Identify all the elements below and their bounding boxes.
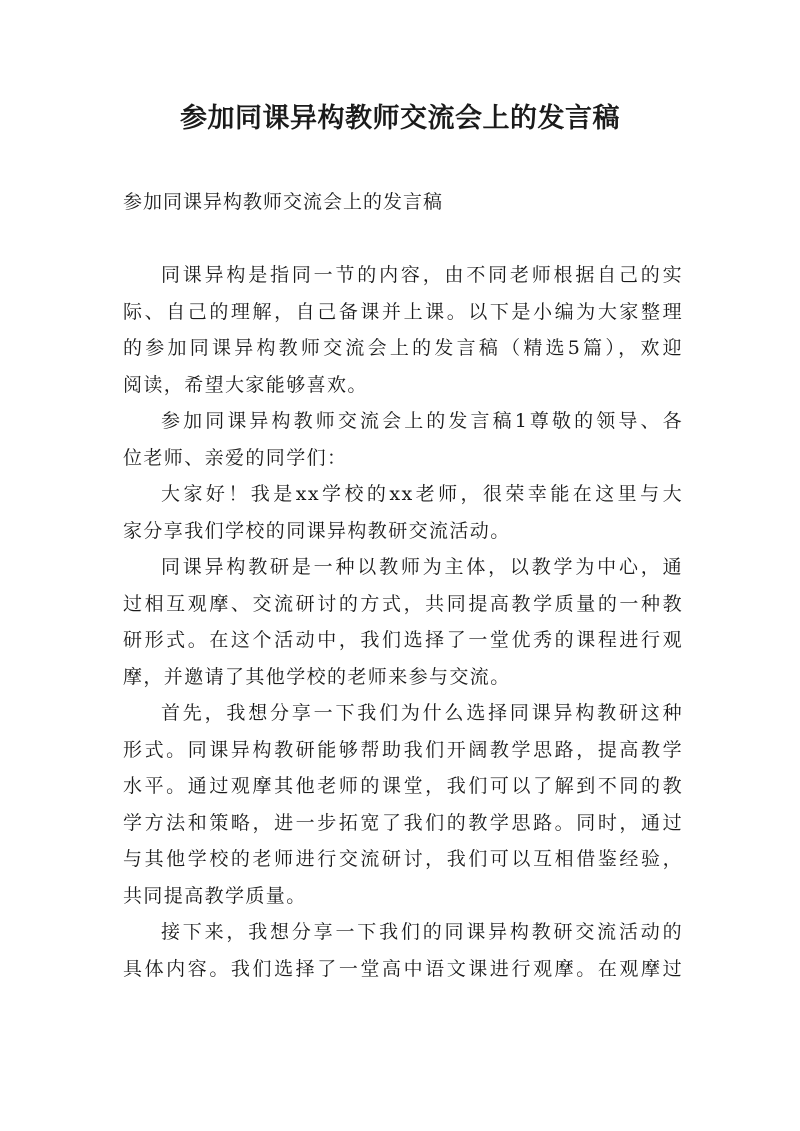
text-line: 研形式。在这个活动中，我们选择了一堂优秀的课程进行观 — [123, 629, 683, 651]
text-line: 阅读，希望大家能够喜欢。 — [123, 373, 368, 396]
text-line: 具体内容。我们选择了一堂高中语文课进行观摩。在观摩过 — [123, 957, 683, 980]
text-line: 同课异构是指同一节的内容，由不同老师根据自己的实 — [161, 264, 683, 286]
document-title: 参加同课异构教师交流会上的发言稿 — [180, 103, 620, 134]
text-line: 接下来，我想分享一下我们的同课异构教研交流活动的 — [161, 921, 683, 943]
paragraph-definition — [123, 549, 683, 695]
document-subtitle: 参加同课异构教师交流会上的发言稿 — [123, 191, 444, 213]
paragraph-speech-heading — [123, 403, 683, 476]
text-line: 参加同课异构教师交流会上的发言稿1尊敬的领导、各 — [161, 410, 683, 432]
text-line: 大家好！我是xx学校的xx老师，很荣幸能在这里与大 — [161, 483, 683, 505]
text-line: 学方法和策略，进一步拓宽了我们的教学思路。同时，通过 — [123, 811, 683, 834]
text-line: 际、自己的理解，自己备课并上课。以下是小编为大家整理 — [123, 300, 683, 323]
paragraph-content — [123, 914, 683, 987]
text-line: 的参加同课异构教师交流会上的发言稿（精选5篇），欢迎 — [123, 337, 683, 359]
document-body — [123, 257, 683, 987]
text-line: 家分享我们学校的同课异构教研交流活动。 — [123, 519, 511, 542]
text-line: 形式。同课异构教研能够帮助我们开阔教学思路，提高教学 — [123, 738, 683, 761]
text-line: 过相互观摩、交流研讨的方式，共同提高教学质量的一种教 — [123, 592, 683, 615]
paragraph-greeting — [123, 476, 683, 549]
paragraph-intro — [123, 257, 683, 403]
text-line: 水平。通过观摩其他老师的课堂，我们可以了解到不同的教 — [123, 775, 683, 797]
text-line: 摩，并邀请了其他学校的老师来参与交流。 — [123, 665, 511, 688]
text-line: 位老师、亲爱的同学们： — [123, 446, 348, 469]
text-line: 共同提高教学质量。 — [123, 884, 307, 907]
text-line: 同课异构教研是一种以教师为主体，以教学为中心，通 — [161, 556, 683, 578]
text-line: 首先，我想分享一下我们为什么选择同课异构教研这种 — [161, 702, 683, 724]
paragraph-reason — [123, 695, 683, 914]
text-line: 与其他学校的老师进行交流研讨，我们可以互相借鉴经验， — [123, 848, 683, 870]
